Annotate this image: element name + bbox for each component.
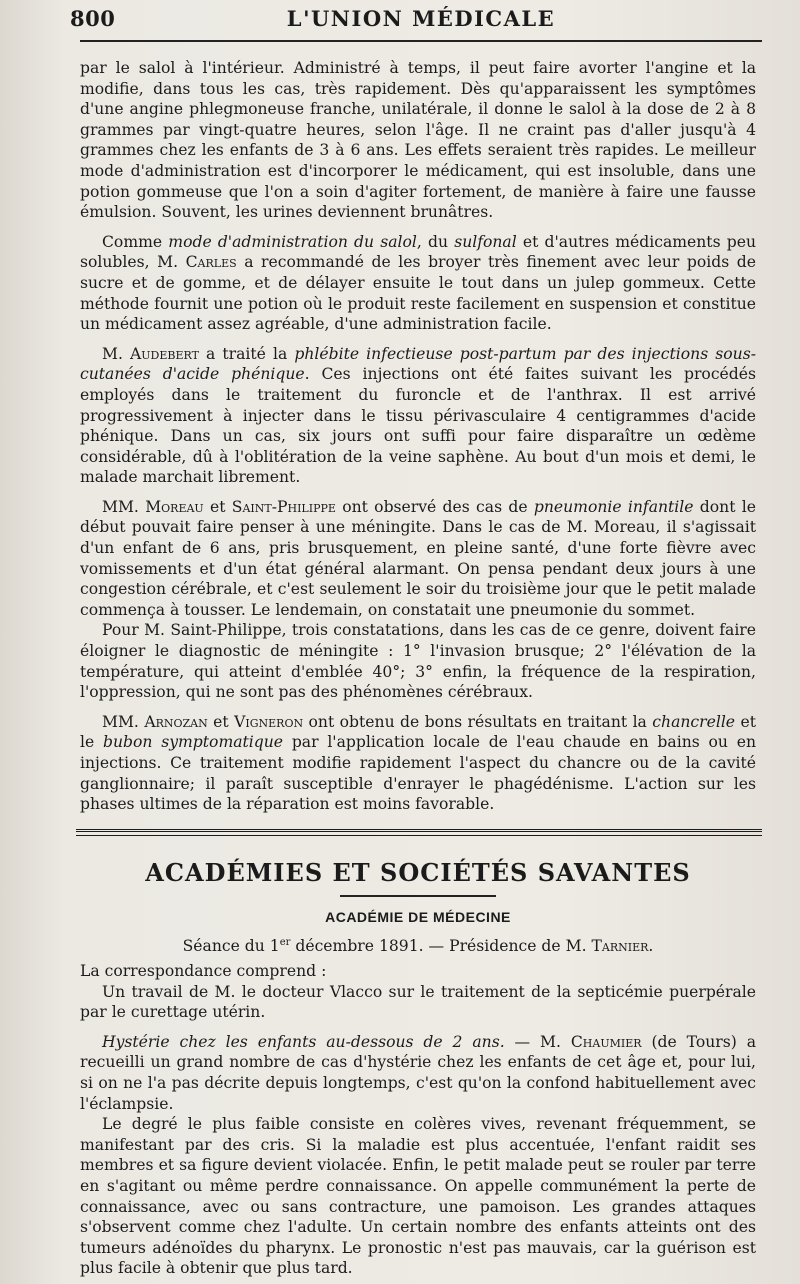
section-divider — [76, 829, 762, 832]
paragraph-phlebite: M. Audebert a traité la phlébite infectieuse post-partum par des injections sous-cutanées d'acide phénique. Ces injections ont été faites suivant les procédés employés dans le traitement du furoncle et de l'anthrax. Il est arrivé progressivement à injecter dans le tissu périvasculaire 4 centigrammes d'acide phénique. Dans un cas, six jours ont suffi pour faire disparaître un œdème considérable, dû à l'oblitération de la veine saphène. Au bout d'un mois et demi, le malade marchait librement. — [80, 344, 756, 487]
session-line: Séance du 1er décembre 1891. — Présidence de M. Tarnier. — [182, 936, 654, 955]
page-number: 800 — [70, 6, 116, 31]
paragraph-saint-philippe: Pour M. Saint-Philippe, trois constatations, dans les cas de ce genre, doivent faire éloigner le diagnostic de méningite : 1° l'invasion brusque; 2° l'élévation de la température, qui atteint d'emblée 40°; 3° enfin, la fréquence de la respiration, l'oppression, qui ne sont pas des phénomènes cérébraux. — [80, 621, 756, 702]
paragraph-hysterie: Hystérie chez les enfants au-dessous de 2 ans. — M. Chaumier (de Tours) a recueilli un grand nombre de cas d'hystérie chez les enfants de cet âge et, pour lui, si on ne l'a pas décrite depuis longtemps, c'est qu'on la confond habituellement avec l'éclampsie. — [80, 1032, 756, 1113]
session-body — [80, 961, 756, 1279]
section-title: ACADÉMIES ET SOCIÉTÉS SAVANTES — [145, 857, 691, 887]
paragraph-vlacco: Un travail de M. le docteur Vlacco sur le traitement de la septicémie puerpérale par le curettage utérin. — [80, 982, 756, 1022]
section-divider-thin — [76, 835, 762, 836]
paragraph-administration: Comme mode d'administration du salol, du sulfonal et d'autres médicaments peu solubles, M. Carles a recommandé de les broyer très finement avec leur poids de sucre et de gomme, et de délayer ensuite le tout dans un julep gommeux. Cette méthode fournit une potion où le produit reste facilement en suspension et constitue un médicament assez agréable, d'une administration facile. — [80, 232, 757, 334]
paragraph-chancrelle: MM. Arnozan et Vigneron ont obtenu de bons résultats en traitant la chancrelle et le bubon symptomatique par l'application locale de l'eau chaude en bains ou en injections. Ce traitement modifie rapidement l'aspect du chancre ou de la cavité ganglionnaire; il paraît susceptible d'enrayer le phagédénisme. L'action sur les phases ultimes de la réparation est moins favorable. — [80, 712, 756, 814]
paragraph-degre: Le degré le plus faible consiste en colères vives, revenant fréquemment, se manifestant par des cris. Si la maladie est plus accentuée, l'enfant raidit ses membres et sa figure devient violacée. Enfin, le petit malade peut se rouler par terre en s'agitant ou même perdre connaissance. On appelle communément la perte de connaissance, avec ou sans contracture, une pamoison. Les grandes attaques s'observent comme chez l'adulte. Un certain nombre des enfants atteints ont des tumeurs adénoïdes du pharynx. Le pronostic n'est pas mauvais, car la guérison est plus facile à obtenir que plus tard. — [80, 1115, 756, 1278]
article-body — [80, 58, 756, 815]
paragraph-correspondance: La correspondance comprend : — [80, 961, 327, 980]
running-head — [70, 0, 762, 42]
academy-name: ACADÉMIE DE MÉDECINE — [325, 908, 511, 925]
paragraph-pneumonie: MM. Moreau et Saint-Philippe ont observé des cas de pneumonie infantile dont le début pouvait faire penser à une méningite. Dans le cas de M. Moreau, il s'agissait d'un enfant de 6 ans, pris brusquement, en pleine santé, d'une forte fièvre avec vomissements et d'un état général alarmant. On pensa pendant deux jours à une congestion cérébrale, et c'est seulement le soir du troisième jour que le petit malade commença à tousser. Le lendemain, on constatait une pneumonie du sommet. — [80, 497, 756, 619]
paragraph-salol: par le salol à l'intérieur. Administré à temps, il peut faire avorter l'angine et la modifie, dans tous les cas, très rapidement. Dès qu'apparaissent les symptômes d'une angine phlegmoneuse franche, unilatérale, il donne le salol à la dose de 2 à 8 grammes par vingt-quatre heures, selon l'âge. Il ne craint pas d'aller jusqu'à 4 grammes chez les enfants de 3 à 6 ans. Les effets seraient très rapides. Le meilleur mode d'administration est d'incorporer le médicament, qui est insoluble, dans une potion gommeuse que l'on a soin d'agiter fortement, de manière à faire une fausse émulsion. Souvent, les urines deviennent brunâtres. — [80, 59, 756, 222]
journal-title: L'UNION MÉDICALE — [286, 6, 556, 31]
title-underline — [340, 895, 496, 897]
